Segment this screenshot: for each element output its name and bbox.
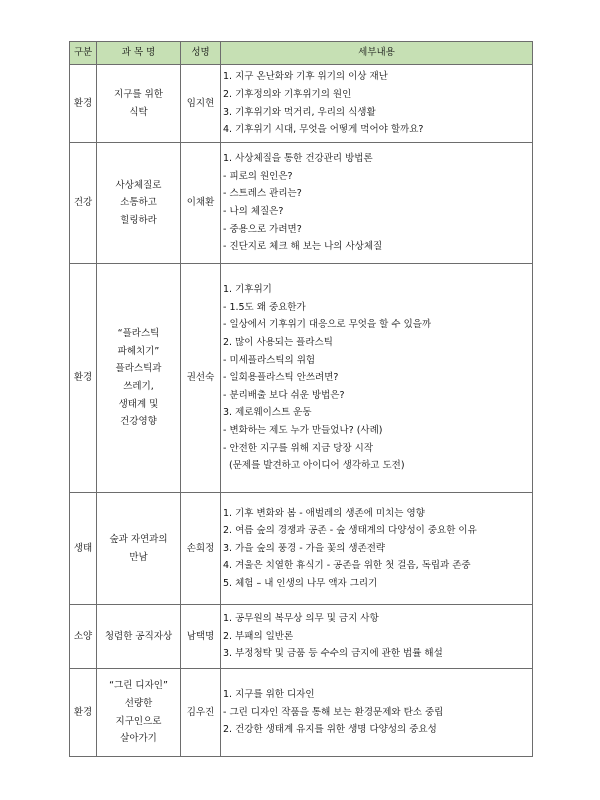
detail-line: - 1.5도 왜 중요한가	[223, 301, 306, 313]
detail-line: - 일회용플라스틱 안쓰려면?	[223, 372, 339, 384]
detail-line: 3. 가을 숲의 풍경 - 가을 꽃의 생존전략	[223, 542, 386, 554]
course-line: 파헤치기”	[117, 345, 160, 357]
detail-line: 1. 공무원의 복무상 의무 및 금지 사항	[223, 613, 379, 625]
name-cell: 손희정	[181, 493, 221, 605]
course-line: “그린 디자인”	[109, 680, 168, 692]
course-line: 청렴한 공직자상	[104, 630, 173, 642]
course-line: 선량한	[124, 697, 153, 709]
course-line: 지구인으로	[115, 715, 162, 727]
detail-line: - 분리배출 보다 쉬운 방법은?	[223, 389, 345, 401]
table-row	[70, 493, 533, 605]
table-row	[70, 264, 533, 493]
detail-line: - 일상에서 기후위기 대응으로 무엇을 할 수 있을까	[223, 319, 432, 331]
detail-line: 3. 부정청탁 및 금품 등 수수의 금지에 관한 법률 해설	[223, 648, 443, 660]
category-cell: 환경	[70, 264, 97, 493]
detail-line: - 변화하는 제도 누가 만들었나? (사례)	[223, 424, 383, 436]
course-cell	[97, 493, 181, 605]
category-cell: 생태	[70, 493, 97, 605]
detail-line: 2. 기후정의와 기후위기의 원인	[223, 88, 352, 100]
course-table	[69, 41, 533, 757]
detail-cell	[221, 669, 533, 757]
category-cell: 소양	[70, 605, 97, 669]
name-cell: 임지현	[181, 65, 221, 143]
detail-line: - 나의 체질은?	[223, 206, 284, 217]
course-line: 쓰레기,	[123, 381, 154, 392]
name-cell: 권선숙	[181, 264, 221, 493]
category-cell: 환경	[70, 65, 97, 143]
detail-line: 2. 여름 숲의 경쟁과 공존 - 숲 생태계의 다양성이 중요한 이유	[223, 525, 477, 537]
header-category: 구분	[70, 42, 97, 65]
name-cell: 남택명	[181, 605, 221, 669]
detail-line: 2. 많이 사용되는 플라스틱	[223, 337, 333, 349]
detail-line: 1. 기후 변화와 봄 - 애벌레의 생존에 미치는 영향	[223, 507, 425, 519]
course-cell	[97, 669, 181, 757]
name-cell: 이채환	[181, 143, 221, 264]
detail-line: - 중용으로 가려면?	[223, 223, 302, 235]
table-row	[70, 143, 533, 264]
course-line: 플라스틱과	[115, 363, 162, 375]
table-row	[70, 605, 533, 669]
category-cell: 환경	[70, 669, 97, 757]
course-line: 사상체질로	[115, 179, 162, 191]
detail-line: 2. 건강한 생태계 유지를 위한 생명 다양성의 중요성	[223, 724, 437, 736]
detail-line: - 진단지로 체크 해 보는 나의 사상체질	[223, 241, 383, 253]
detail-line: - 그린 디자인 작품을 통해 보는 환경문제와 탄소 중립	[223, 706, 444, 718]
course-line: “플라스틱	[117, 328, 160, 340]
detail-cell	[221, 493, 533, 605]
course-line: 건강영향	[120, 416, 157, 428]
detail-line: 2. 부패의 일반론	[223, 630, 294, 642]
header-course: 과 목 명	[97, 42, 181, 65]
header-row	[70, 42, 533, 65]
detail-line: - 미세플라스틱의 위험	[223, 354, 316, 366]
table-row	[70, 65, 533, 143]
table-row	[70, 669, 533, 757]
name-cell: 김우진	[181, 669, 221, 757]
course-line: 힐링하라	[120, 214, 157, 226]
detail-line: (문제를 발견하고 아이디어 생각하고 도전)	[223, 460, 405, 472]
course-line: 지구를 위한	[114, 88, 163, 100]
course-line: 생태계 및	[118, 398, 159, 410]
detail-line: 5. 체험 – 내 인생의 나무 액자 그리기	[223, 577, 378, 589]
header-detail: 세부내용	[221, 42, 533, 65]
detail-line: 1. 기후위기	[223, 284, 272, 296]
detail-cell	[221, 143, 533, 264]
detail-cell	[221, 65, 533, 143]
course-line: 살아가기	[120, 733, 157, 745]
detail-line: - 안전한 지구를 위해 지금 당장 시작	[223, 442, 374, 454]
detail-line: 3. 기후위기와 먹거리, 우리의 식생활	[223, 106, 376, 118]
course-cell	[97, 264, 181, 493]
detail-line: 1. 지구 온난화와 기후 위기의 이상 재난	[223, 71, 388, 83]
detail-line: 3. 제로웨이스트 운동	[223, 407, 312, 419]
header-name: 성명	[181, 42, 221, 65]
detail-line: 1. 사상체질을 통한 건강관리 방법론	[223, 153, 373, 165]
course-cell	[97, 65, 181, 143]
detail-cell	[221, 264, 533, 493]
detail-line: 1. 지구를 위한 디자인	[223, 689, 315, 701]
course-line: 만남	[129, 551, 148, 563]
detail-line: 4. 기후위기 시대, 무엇을 어떻게 먹어야 할까요?	[223, 124, 424, 136]
detail-cell	[221, 605, 533, 669]
category-cell: 건강	[70, 143, 97, 264]
detail-line: 4. 겨울은 치열한 휴식기 - 공존을 위한 첫 걸음, 독립과 존중	[223, 560, 471, 572]
detail-line: - 스트레스 관리는?	[223, 188, 302, 200]
course-cell	[97, 605, 181, 669]
course-line: 식탁	[129, 106, 148, 118]
course-cell	[97, 143, 181, 264]
course-line: 숲과 자연과의	[109, 533, 168, 545]
course-line: 소통하고	[120, 197, 157, 209]
detail-line: - 피로의 원인은?	[223, 170, 293, 182]
